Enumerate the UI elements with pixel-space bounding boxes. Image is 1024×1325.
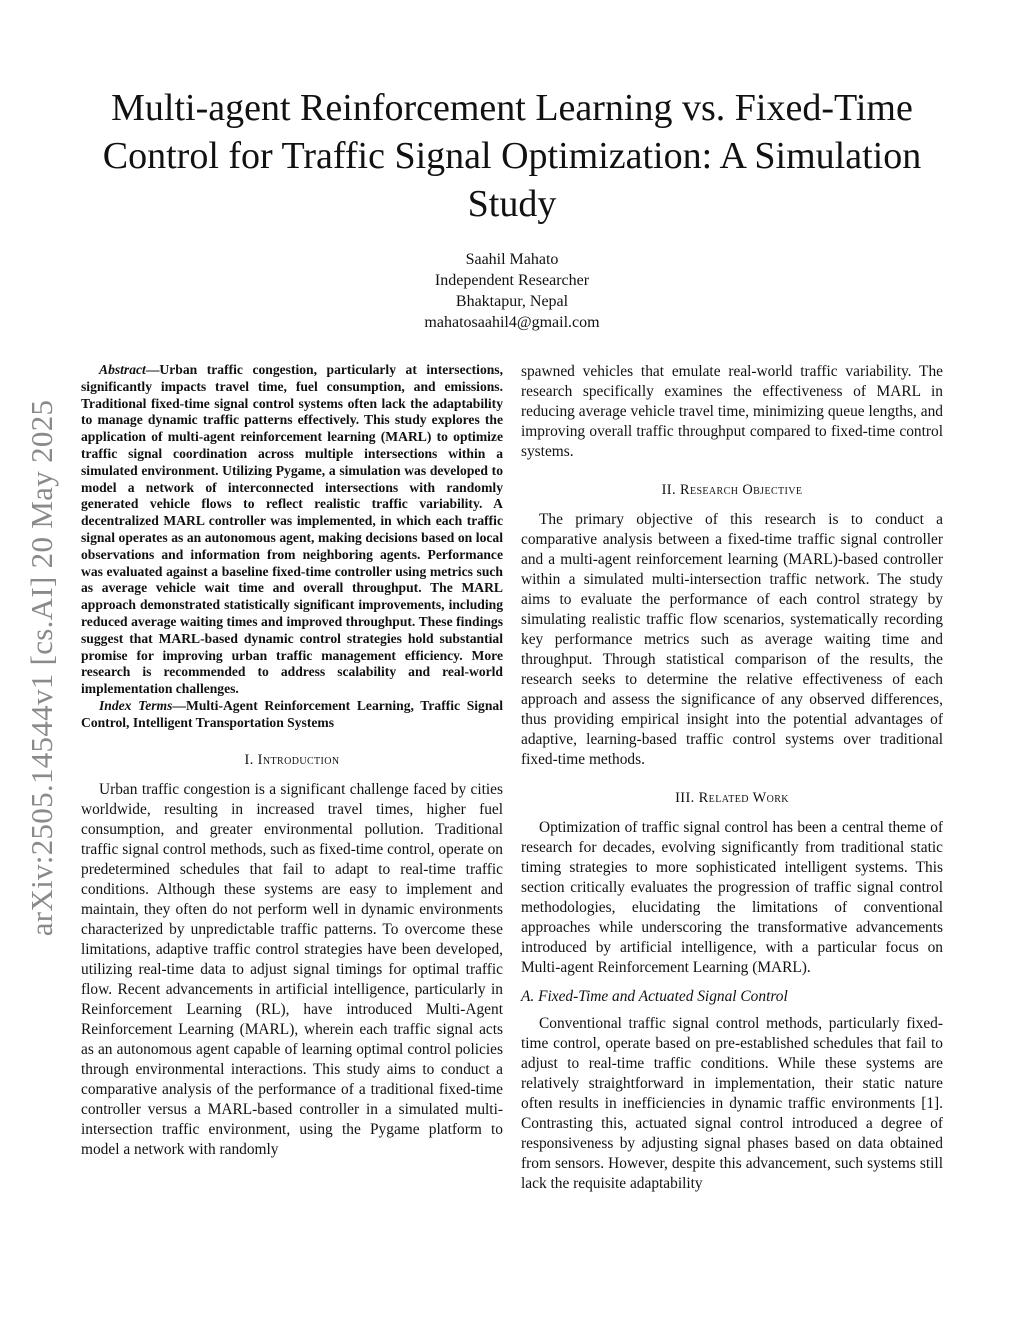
paper-title: Multi-agent Reinforcement Learning vs. Fixed-Time Control for Traffic Signal Optimization: A Simulation Study	[102, 87, 922, 225]
author-affiliation: Independent Researcher	[434, 272, 590, 289]
index-terms-label: Index Terms	[99, 697, 173, 713]
section-heading-introduction: I. Introduction	[244, 751, 340, 768]
abstract	[81, 362, 503, 698]
abstract-label: Abstract	[99, 362, 146, 377]
author-email: mahatosaahil4@gmail.com	[424, 314, 600, 331]
index-terms-text: —Multi-Agent Reinforcement Learning, Traffic Signal Control, Intelligent Transportation Systems	[81, 697, 503, 730]
abstract-text: —Urban traffic congestion, particularly at intersections, significantly impacts travel time, fuel consumption, and emissions. Traditional fixed-time signal control systems often lack the adaptability to manage dynamic traffic patterns effectively. This study explores the application of multi-agent reinforcement learning (MARL) to optimize traffic signal coordination across multiple intersections within a simulated environment. Utilizing Pygame, a simulation was developed to model a network of interconnected intersections with randomly generated vehicle flows to reflect realistic traffic variability. A decentralized MARL controller was implemented, in which each traffic signal operates as an autonomous agent, making decisions based on local observations and information from neighboring agents. Performance was evaluated against a baseline fixed-time controller using metrics such as average vehicle wait time and overall throughput. The MARL approach demonstrated statistically significant improvements, including reduced average waiting times and improved throughput. These findings suggest that MARL-based dynamic control strategies hold substantial promise for improving urban traffic management efficiency. More research is recommended to address scalability and real-world implementation challenges.	[81, 362, 503, 697]
research-objective-paragraph: The primary objective of this research is to conduct a comparative analysis between a fixed-time traffic signal controller and a multi-agent reinforcement learning (MARL)-based controller within a simulated multi-intersection traffic network. The study aims to evaluate the performance of each control strategy by simulating realistic traffic flow scenarios, systematically recording key performance metrics such as average waiting time and throughput. Through statistical comparison of the results, the research seeks to determine the relative effectiveness of each approach and assess the significance of any observed differences, thus providing empirical insight into the potential advantages of adaptive, learning-based traffic control systems over traditional fixed-time methods.	[521, 511, 943, 768]
introduction-paragraph: Urban traffic congestion is a significant challenge faced by cities worldwide, resulting in increased travel times, higher fuel consumption, and greater environmental pollution. Traditional traffic signal control methods, such as fixed-time control, operate on predetermined schedules that fail to adapt to real-time traffic conditions. Although these systems are easy to implement and maintain, they often do not perform well in dynamic environments characterized by unpredictable traffic patterns. To overcome these limitations, adaptive traffic control strategies have been developed, utilizing real-time data to adjust signal timings for optimal traffic flow. Recent advancements in artificial intelligence, particularly in Reinforcement Learning (RL), have introduced Multi-Agent Reinforcement Learning (MARL), wherein each traffic signal acts as an autonomous agent capable of learning optimal control policies through environmental interactions. This study aims to conduct a comparative analysis of the performance of a traditional fixed-time controller versus a MARL-based controller in a simulated multi-intersection traffic environment, using the Pygame platform to model a network with randomly	[81, 780, 503, 1158]
arxiv-side-stamp	[12, 373, 72, 963]
right-column	[521, 362, 943, 1194]
related-work-paragraph: Optimization of traffic signal control has been a central theme of research for decades, evolving significantly from traditional static timing strategies to more sophisticated intelligent systems. This section critically evaluates the progression of traffic signal control methodologies, elucidating the limitations of conventional approaches while underscoring the transformative advancements introduced by artificial intelligence, with a particular focus on Multi-agent Reinforcement Learning (MARL).	[521, 819, 943, 976]
section-heading-research-objective: II. Research Objective	[661, 482, 803, 498]
left-column	[81, 362, 503, 1160]
arxiv-identifier: arXiv:2505.14544v1 [cs.AI] 20 May 2025	[24, 399, 59, 937]
author-name: Saahil Mahato	[465, 251, 559, 268]
section-heading-related-work: III. Related Work	[675, 790, 789, 806]
subsection-heading-fixed-time: A. Fixed-Time and Actuated Signal Control	[521, 988, 788, 1005]
author-location: Bhaktapur, Nepal	[455, 293, 569, 310]
fixed-time-paragraph: Conventional traffic signal control methods, particularly fixed-time control, operate based on pre-established schedules that fail to adjust to real-time traffic conditions. While these systems are relatively straightforward in implementation, their static nature often results in inefficiencies in dynamic traffic environments [1]. Contrasting this, actuated signal control introduced a degree of responsiveness by adjusting signal phases based on data obtained from sensors. However, despite this advancement, such systems still lack the requisite adaptability	[521, 1015, 943, 1192]
introduction-paragraph-continued: spawned vehicles that emulate real-world traffic variability. The research specifically examines the effectiveness of MARL in reducing average vehicle travel time, minimizing queue lengths, and improving overall traffic throughput compared to fixed-time control systems.	[521, 363, 943, 460]
index-terms	[81, 698, 503, 732]
author-block	[312, 249, 712, 333]
